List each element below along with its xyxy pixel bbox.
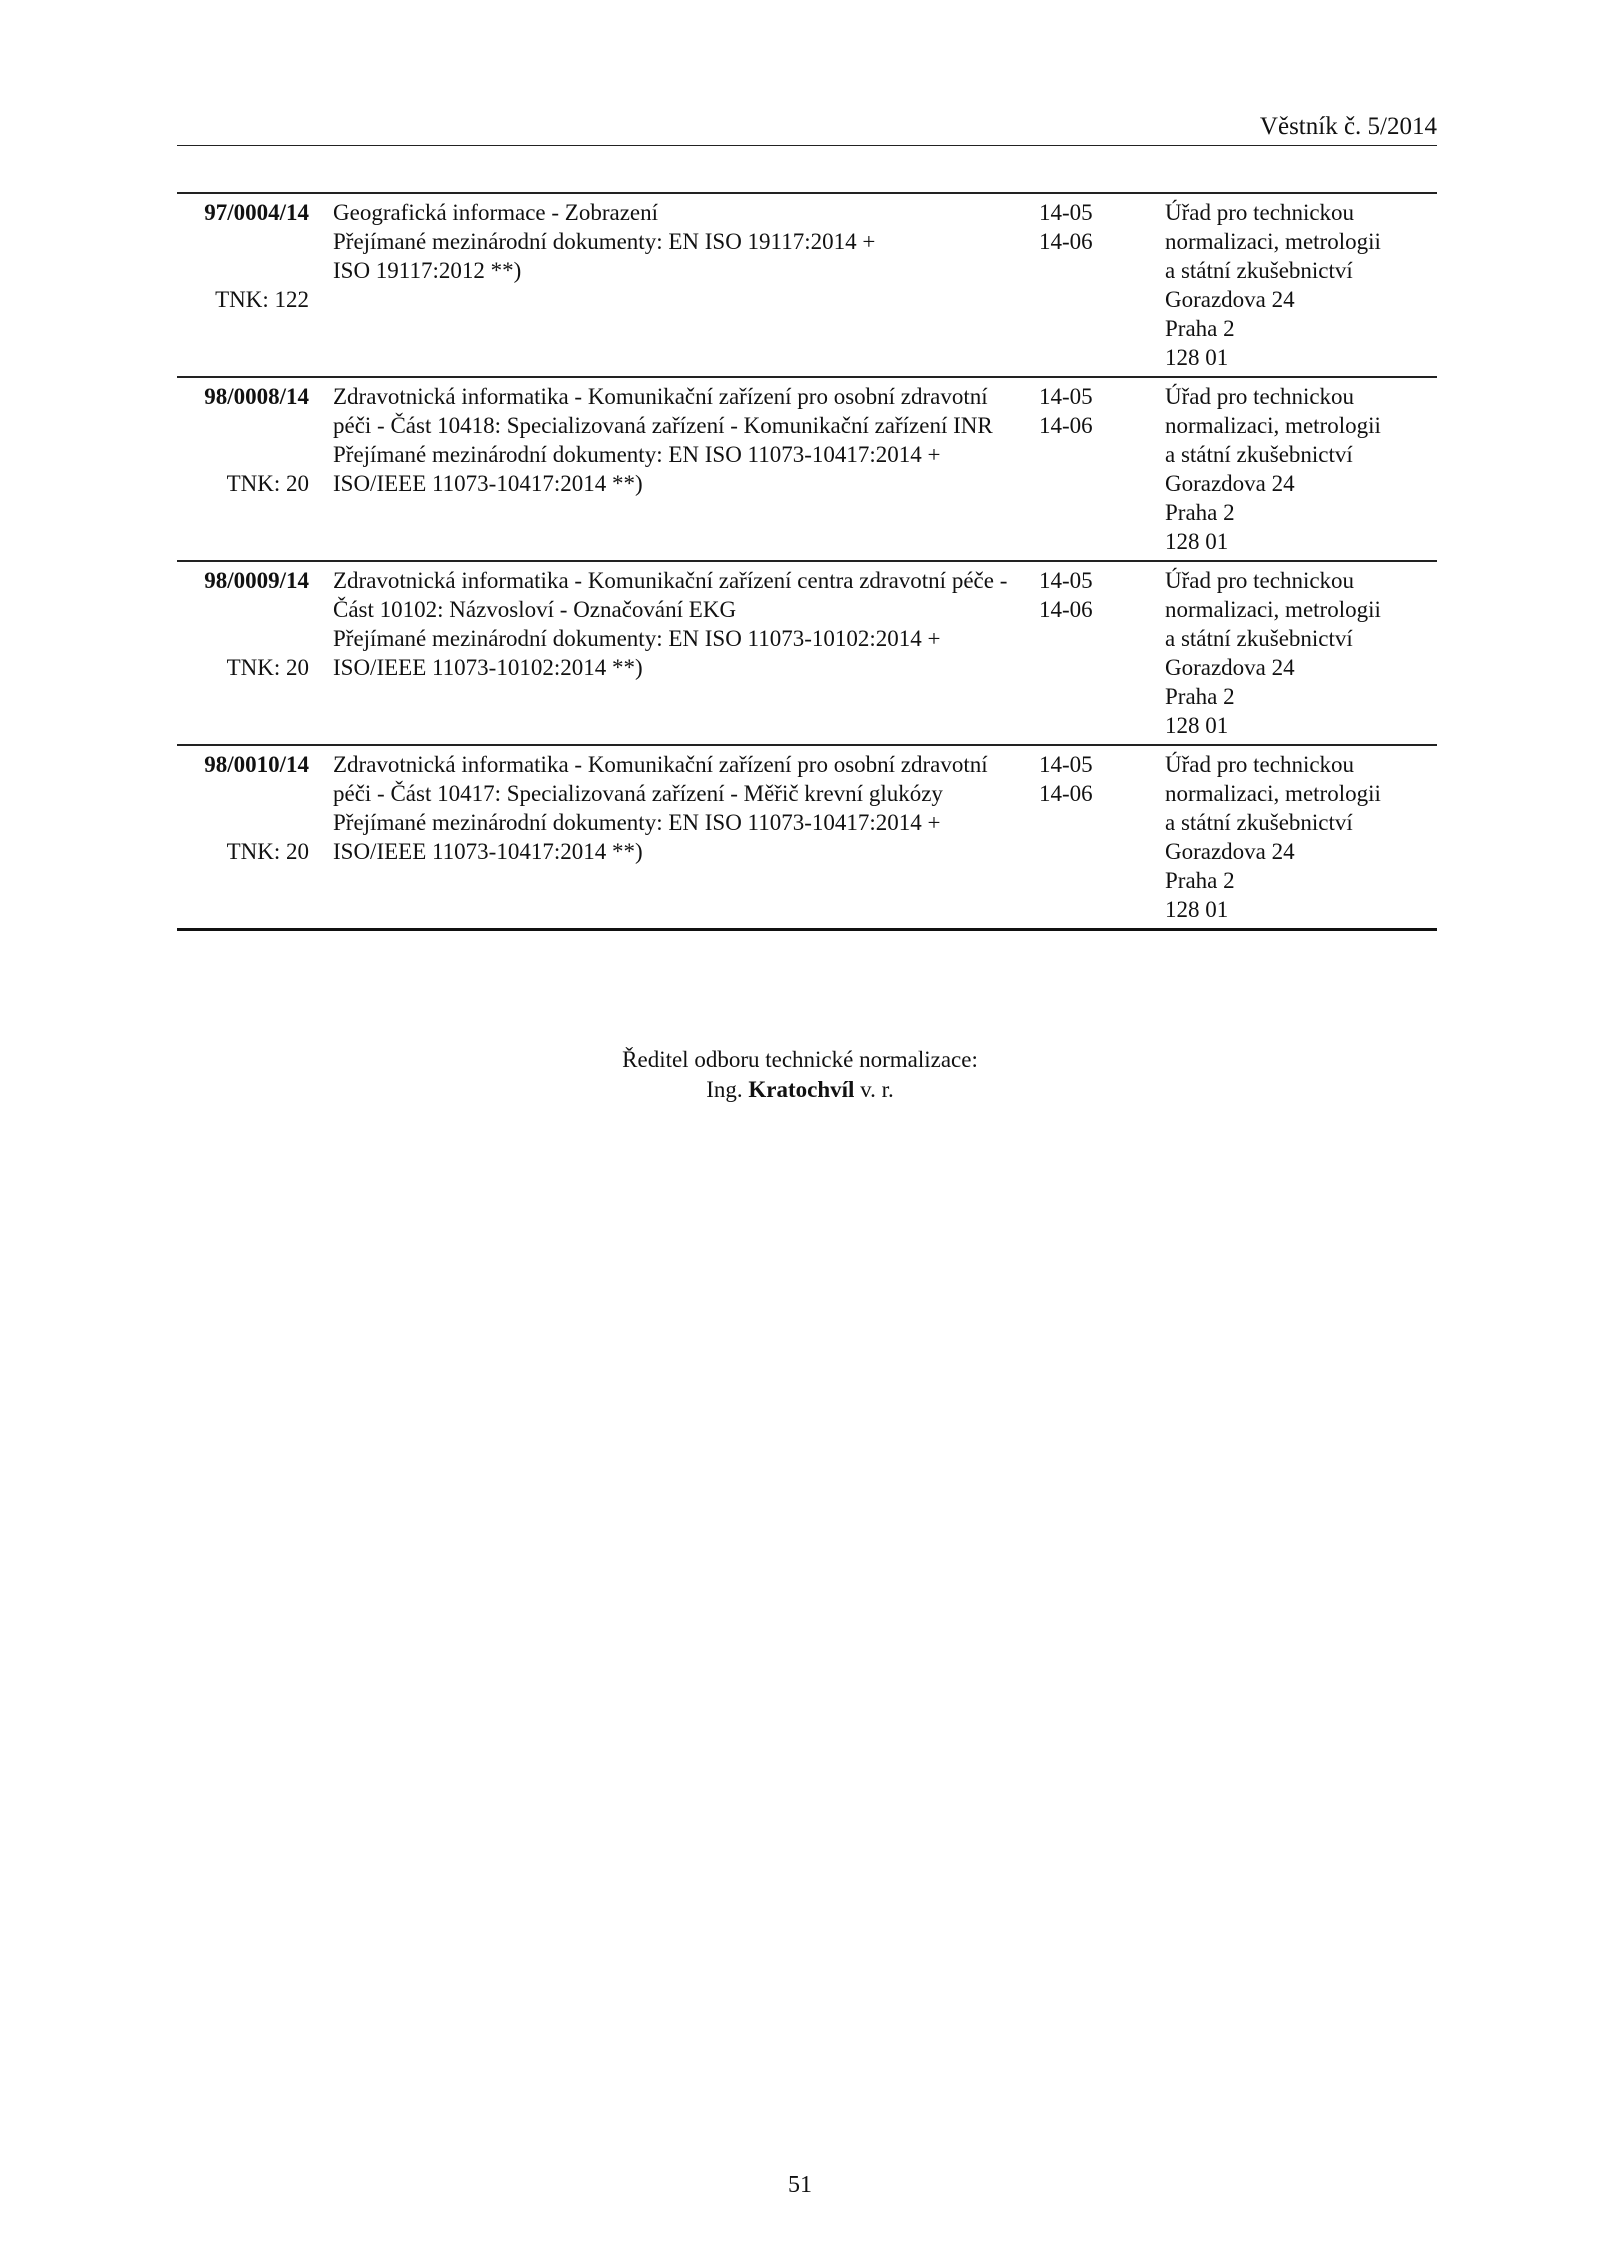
description-line: ISO 19117:2012 **) — [333, 258, 522, 283]
date-line: 14-06 — [1039, 781, 1093, 806]
address-line: Úřad pro technickou — [1165, 384, 1355, 409]
description-line: Přejímané mezinárodní dokumenty: EN ISO 11073-10102:2014 + — [333, 626, 941, 651]
address-line: Gorazdova 24 — [1165, 287, 1295, 312]
description-line: ISO/IEEE 11073-10417:2014 **) — [333, 471, 643, 496]
address-line: Úřad pro technickou — [1165, 752, 1355, 777]
tnk-label: TNK: 20 — [226, 839, 309, 864]
table-row — [177, 194, 1437, 378]
address-line: Praha 2 — [1165, 500, 1235, 525]
table-row — [177, 746, 1437, 931]
address-cell — [1165, 382, 1437, 556]
description-line: Část 10102: Názvosloví - Označování EKG — [333, 597, 737, 622]
description-line: Přejímané mezinárodní dokumenty: EN ISO 11073-10417:2014 + — [333, 442, 941, 467]
address-line: 128 01 — [1165, 345, 1229, 370]
address-line: a státní zkušebnictví — [1165, 626, 1353, 651]
description-cell — [309, 750, 1028, 924]
tnk-label: TNK: 122 — [215, 287, 309, 312]
address-line: a státní zkušebnictví — [1165, 258, 1353, 283]
signature-suffix: v. r. — [860, 1077, 894, 1102]
date-line: 14-06 — [1039, 229, 1093, 254]
address-cell — [1165, 566, 1437, 740]
address-line: normalizaci, metrologii — [1165, 597, 1381, 622]
date-line: 14-05 — [1039, 568, 1093, 593]
address-line: Praha 2 — [1165, 316, 1235, 341]
page-number: 51 — [788, 2172, 812, 2198]
address-line: a státní zkušebnictví — [1165, 442, 1353, 467]
standards-table — [177, 192, 1437, 931]
date-line: 14-05 — [1039, 200, 1093, 225]
address-line: Praha 2 — [1165, 684, 1235, 709]
signature-prefix: Ing. — [706, 1077, 743, 1102]
description-cell — [309, 198, 1028, 372]
signature-name-line — [0, 1075, 1600, 1105]
row-id-cell — [177, 566, 309, 740]
tnk-label: TNK: 20 — [226, 471, 309, 496]
row-id-cell — [177, 750, 309, 924]
description-line: péči - Část 10418: Specializovaná zařízení - Komunikační zařízení INR — [333, 413, 993, 438]
table-row — [177, 562, 1437, 746]
description-line: Zdravotnická informatika - Komunikační zařízení pro osobní zdravotní — [333, 384, 988, 409]
description-line: ISO/IEEE 11073-10102:2014 **) — [333, 655, 643, 680]
address-line: normalizaci, metrologii — [1165, 413, 1381, 438]
description-line: Zdravotnická informatika - Komunikační zařízení pro osobní zdravotní — [333, 752, 988, 777]
signature-block — [0, 1045, 1600, 1105]
description-line: Přejímané mezinárodní dokumenty: EN ISO 11073-10417:2014 + — [333, 810, 941, 835]
date-line: 14-06 — [1039, 597, 1093, 622]
address-line: Úřad pro technickou — [1165, 568, 1355, 593]
row-id-cell — [177, 382, 309, 556]
tnk-label: TNK: 20 — [226, 655, 309, 680]
date-line: 14-06 — [1039, 413, 1093, 438]
standard-number: 98/0010/14 — [204, 752, 309, 777]
address-line: a státní zkušebnictví — [1165, 810, 1353, 835]
date-line: 14-05 — [1039, 752, 1093, 777]
address-cell — [1165, 198, 1437, 372]
address-line: Úřad pro technickou — [1165, 200, 1355, 225]
signature-role: Ředitel odboru technické normalizace: — [622, 1047, 978, 1072]
table-row — [177, 378, 1437, 562]
description-line: ISO/IEEE 11073-10417:2014 **) — [333, 839, 643, 864]
dates-cell — [1028, 566, 1165, 740]
address-line: Gorazdova 24 — [1165, 655, 1295, 680]
address-cell — [1165, 750, 1437, 924]
address-line: Praha 2 — [1165, 868, 1235, 893]
signature-name: Kratochvíl — [748, 1077, 855, 1102]
standard-number: 98/0009/14 — [204, 568, 309, 593]
description-cell — [309, 566, 1028, 740]
description-line: Geografická informace - Zobrazení — [333, 200, 659, 225]
standard-number: 97/0004/14 — [204, 200, 309, 225]
standard-number: 98/0008/14 — [204, 384, 309, 409]
description-line: Přejímané mezinárodní dokumenty: EN ISO 19117:2014 + — [333, 229, 876, 254]
row-id-cell — [177, 198, 309, 372]
dates-cell — [1028, 750, 1165, 924]
dates-cell — [1028, 382, 1165, 556]
dates-cell — [1028, 198, 1165, 372]
address-line: normalizaci, metrologii — [1165, 229, 1381, 254]
address-line: 128 01 — [1165, 897, 1229, 922]
address-line: normalizaci, metrologii — [1165, 781, 1381, 806]
address-line: Gorazdova 24 — [1165, 471, 1295, 496]
date-line: 14-05 — [1039, 384, 1093, 409]
address-line: Gorazdova 24 — [1165, 839, 1295, 864]
description-cell — [309, 382, 1028, 556]
address-line: 128 01 — [1165, 713, 1229, 738]
description-line: Zdravotnická informatika - Komunikační zařízení centra zdravotní péče - — [333, 568, 1008, 593]
header-divider — [177, 145, 1437, 146]
description-line: péči - Část 10417: Specializovaná zařízení - Měřič krevní glukózy — [333, 781, 943, 806]
page-header-title: Věstník č. 5/2014 — [1259, 113, 1437, 140]
address-line: 128 01 — [1165, 529, 1229, 554]
